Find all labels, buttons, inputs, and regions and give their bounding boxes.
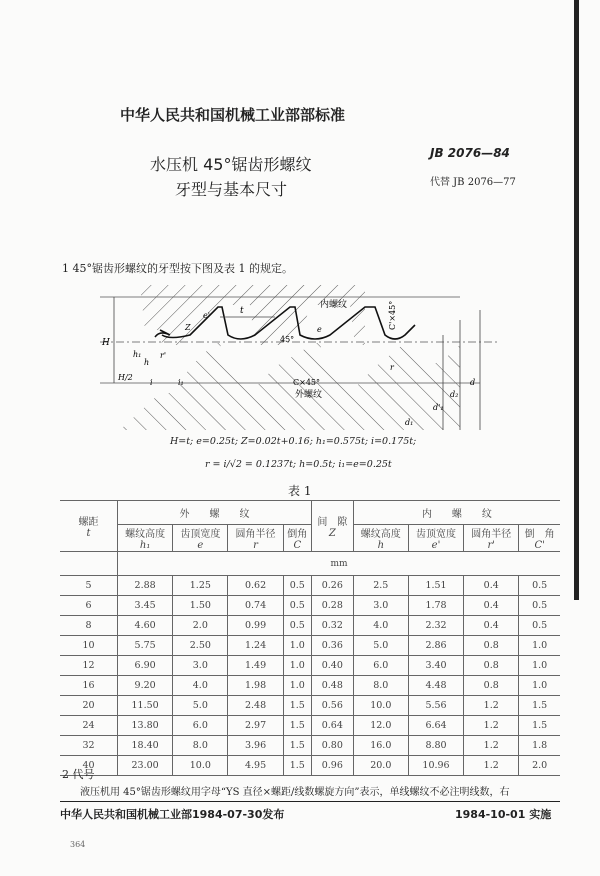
- scan-edge-artifact: [574, 0, 579, 600]
- table-cell: 0.5: [283, 576, 311, 596]
- label-i1: i₁: [178, 378, 184, 387]
- table-cell: 1.50: [173, 596, 228, 616]
- table-cell: 8.0: [353, 676, 408, 696]
- table-cell: 9.20: [118, 676, 173, 696]
- table-cell: 3.96: [228, 736, 283, 756]
- table-row: [60, 576, 560, 596]
- issue-date: 中华人民共和国机械工业部1984-07-30发布: [60, 808, 285, 821]
- table-cell: 1.0: [519, 636, 560, 656]
- table-cell: 1.2: [464, 696, 519, 716]
- table-cell: 23.00: [118, 756, 173, 776]
- table-cell: 20.0: [353, 756, 408, 776]
- table-cell: 10: [60, 636, 118, 656]
- label-i: i: [150, 378, 153, 387]
- table-cell: 1.0: [519, 656, 560, 676]
- table-cell: 11.50: [118, 696, 173, 716]
- label-H: H: [102, 338, 110, 348]
- label-e-prime: e': [203, 311, 210, 320]
- label-z: Z: [185, 323, 191, 332]
- table-cell: 6.90: [118, 656, 173, 676]
- thread-profile-diagram: [100, 285, 500, 430]
- table-cell: 5.0: [353, 636, 408, 656]
- table-cell: 2.5: [353, 576, 408, 596]
- table-cell: 6.64: [408, 716, 463, 736]
- table-cell: 0.5: [283, 616, 311, 636]
- table-cell: 1.5: [283, 756, 311, 776]
- table-cell: 6.0: [173, 716, 228, 736]
- label-angle: 45°: [280, 335, 295, 344]
- table-cell: 1.8: [519, 736, 560, 756]
- label-r: r: [390, 363, 394, 372]
- outer-thread-group: 外 螺 纹: [118, 501, 312, 525]
- label-c-chamfer: C×45°: [293, 378, 321, 387]
- table-cell: 40: [60, 756, 118, 776]
- table-cell: 8.0: [173, 736, 228, 756]
- table-cell: 0.26: [311, 576, 353, 596]
- table-cell: 0.5: [519, 596, 560, 616]
- table-cell: 1.5: [283, 696, 311, 716]
- table-cell: 0.74: [228, 596, 283, 616]
- label-c-prime-chamfer: C'×45°: [388, 300, 397, 330]
- table-cell: 12: [60, 656, 118, 676]
- table-cell: 4.48: [408, 676, 463, 696]
- section-1-text: 1 45°锯齿形螺纹的牙型按下图及表 1 的规定。: [62, 262, 293, 275]
- standard-number: JB 2076—84: [430, 146, 510, 160]
- table-cell: 10.0: [353, 696, 408, 716]
- label-e: e: [317, 325, 322, 334]
- table-cell: 1.24: [228, 636, 283, 656]
- table-cell: 3.0: [173, 656, 228, 676]
- table-cell: 0.99: [228, 616, 283, 636]
- label-h: h: [144, 358, 150, 367]
- table-row: [60, 616, 560, 636]
- table-cell: 0.80: [311, 736, 353, 756]
- formula-line-1: H=t; e=0.25t; Z=0.02t+0.16; h₁=0.575t; i=0.175t;: [170, 436, 417, 447]
- table-cell: 3.45: [118, 596, 173, 616]
- table-cell: 1.2: [464, 756, 519, 776]
- table-row: [60, 676, 560, 696]
- table-cell: 1.0: [283, 676, 311, 696]
- inner-col-header: 圆角半径 r': [464, 525, 519, 552]
- table-row: [60, 656, 560, 676]
- formula-line-2: r = i/√2 = 0.1237t; h=0.5t; i₁=e=0.25t: [205, 459, 392, 470]
- table-cell: 10.0: [173, 756, 228, 776]
- table-cell: 2.88: [118, 576, 173, 596]
- table-cell: 1.0: [519, 676, 560, 696]
- outer-col-header: 螺纹高度 h₁: [118, 525, 173, 552]
- table-cell: 0.4: [464, 596, 519, 616]
- table-row: [60, 716, 560, 736]
- replaces-note: 代替 JB 2076—77: [430, 177, 516, 188]
- table-row: [60, 736, 560, 756]
- table-cell: 1.5: [283, 716, 311, 736]
- label-d1: d₁: [405, 418, 414, 427]
- table-cell: 0.32: [311, 616, 353, 636]
- label-H2: H/2: [118, 373, 133, 382]
- table-cell: 0.8: [464, 636, 519, 656]
- table-cell: 0.5: [283, 596, 311, 616]
- section-2-text: 液压机用 45°锯齿形螺纹用字母“YS 直径×螺距/线数螺旋方向”表示，单线螺纹不必注明线数，右: [80, 787, 510, 798]
- table-cell: 0.96: [311, 756, 353, 776]
- table-cell: 2.0: [173, 616, 228, 636]
- table-cell: 5.56: [408, 696, 463, 716]
- inner-col-header: 倒 角 C': [519, 525, 560, 552]
- table-cell: 2.97: [228, 716, 283, 736]
- outer-col-header: 圆角半径 r: [228, 525, 283, 552]
- table-cell: 1.25: [173, 576, 228, 596]
- table-cell: 1.2: [464, 716, 519, 736]
- table-cell: 5.75: [118, 636, 173, 656]
- table-cell: 0.4: [464, 576, 519, 596]
- table-cell: 1.49: [228, 656, 283, 676]
- table-cell: 8.80: [408, 736, 463, 756]
- table-cell: 12.0: [353, 716, 408, 736]
- table-cell: 1.5: [519, 696, 560, 716]
- table-cell: 0.4: [464, 616, 519, 636]
- table-cell: 1.51: [408, 576, 463, 596]
- table-cell: 1.0: [283, 636, 311, 656]
- label-d: d: [470, 378, 476, 387]
- table-cell: 4.0: [173, 676, 228, 696]
- label-r-prime: r': [160, 351, 167, 360]
- table-cell: 1.2: [464, 736, 519, 756]
- table-cell: 0.36: [311, 636, 353, 656]
- label-d1-prime: d'₁: [433, 403, 444, 412]
- label-d2: d₂: [450, 390, 459, 399]
- table-cell: 0.64: [311, 716, 353, 736]
- table-cell: 10.96: [408, 756, 463, 776]
- thread-dimension-table: [60, 500, 560, 776]
- footer-divider: [60, 801, 560, 802]
- inner-thread-group: 内 螺 纹: [353, 501, 560, 525]
- table-cell: 2.32: [408, 616, 463, 636]
- section-2-heading: 2 代号: [62, 768, 95, 781]
- gap-header: 间 隙 Z: [311, 501, 353, 552]
- table-cell: 4.95: [228, 756, 283, 776]
- page-number: 364: [70, 840, 86, 849]
- table-cell: 4.0: [353, 616, 408, 636]
- doc-title-line1: 水压机 45°锯齿形螺纹: [150, 155, 312, 174]
- table-cell: 6.0: [353, 656, 408, 676]
- table-cell: 1.0: [283, 656, 311, 676]
- table-row: [60, 756, 560, 776]
- table-cell: 1.5: [519, 716, 560, 736]
- table-caption: 表 1: [288, 484, 312, 498]
- label-inner-thread: 内螺纹: [320, 300, 348, 310]
- outer-thread-hatch: [120, 343, 460, 430]
- table-cell: 2.50: [173, 636, 228, 656]
- table-cell: 0.40: [311, 656, 353, 676]
- table-cell: 0.5: [519, 576, 560, 596]
- unit-label: mm: [118, 552, 561, 576]
- org-standard-title: 中华人民共和国机械工业部部标准: [120, 106, 346, 124]
- table-cell: 16: [60, 676, 118, 696]
- pitch-header: 螺距 t: [60, 501, 118, 552]
- table-row: [60, 596, 560, 616]
- effective-date: 1984-10-01 实施: [455, 808, 552, 821]
- table-cell: 16.0: [353, 736, 408, 756]
- table-cell: 5.0: [173, 696, 228, 716]
- table-cell: 18.40: [118, 736, 173, 756]
- inner-col-header: 螺纹高度 h: [353, 525, 408, 552]
- table-cell: 24: [60, 716, 118, 736]
- table-cell: 0.5: [519, 616, 560, 636]
- table-cell: 0.28: [311, 596, 353, 616]
- inner-col-header: 齿顶宽度 e': [408, 525, 463, 552]
- table-cell: 2.86: [408, 636, 463, 656]
- table-cell: 0.8: [464, 676, 519, 696]
- table-row: [60, 636, 560, 656]
- table-cell: 6: [60, 596, 118, 616]
- label-h1: h₁: [133, 350, 142, 359]
- label-outer-thread: 外螺纹: [295, 390, 323, 400]
- table-cell: 3.40: [408, 656, 463, 676]
- table-cell: 0.8: [464, 656, 519, 676]
- table-cell: 1.98: [228, 676, 283, 696]
- outer-col-header: 倒角 C: [283, 525, 311, 552]
- table-cell: 8: [60, 616, 118, 636]
- table-cell: 5: [60, 576, 118, 596]
- table-cell: 20: [60, 696, 118, 716]
- table-cell: 4.60: [118, 616, 173, 636]
- table-row: [60, 696, 560, 716]
- table-cell: 0.62: [228, 576, 283, 596]
- table-cell: 32: [60, 736, 118, 756]
- table-cell: 1.78: [408, 596, 463, 616]
- table-cell: 0.56: [311, 696, 353, 716]
- outer-col-header: 齿顶宽度 e: [173, 525, 228, 552]
- table-cell: 1.5: [283, 736, 311, 756]
- table-cell: 2.48: [228, 696, 283, 716]
- label-t: t: [240, 306, 244, 316]
- table-cell: 0.48: [311, 676, 353, 696]
- table-cell: 3.0: [353, 596, 408, 616]
- doc-title-line2: 牙型与基本尺寸: [175, 180, 288, 199]
- table-cell: 13.80: [118, 716, 173, 736]
- table-cell: 2.0: [519, 756, 560, 776]
